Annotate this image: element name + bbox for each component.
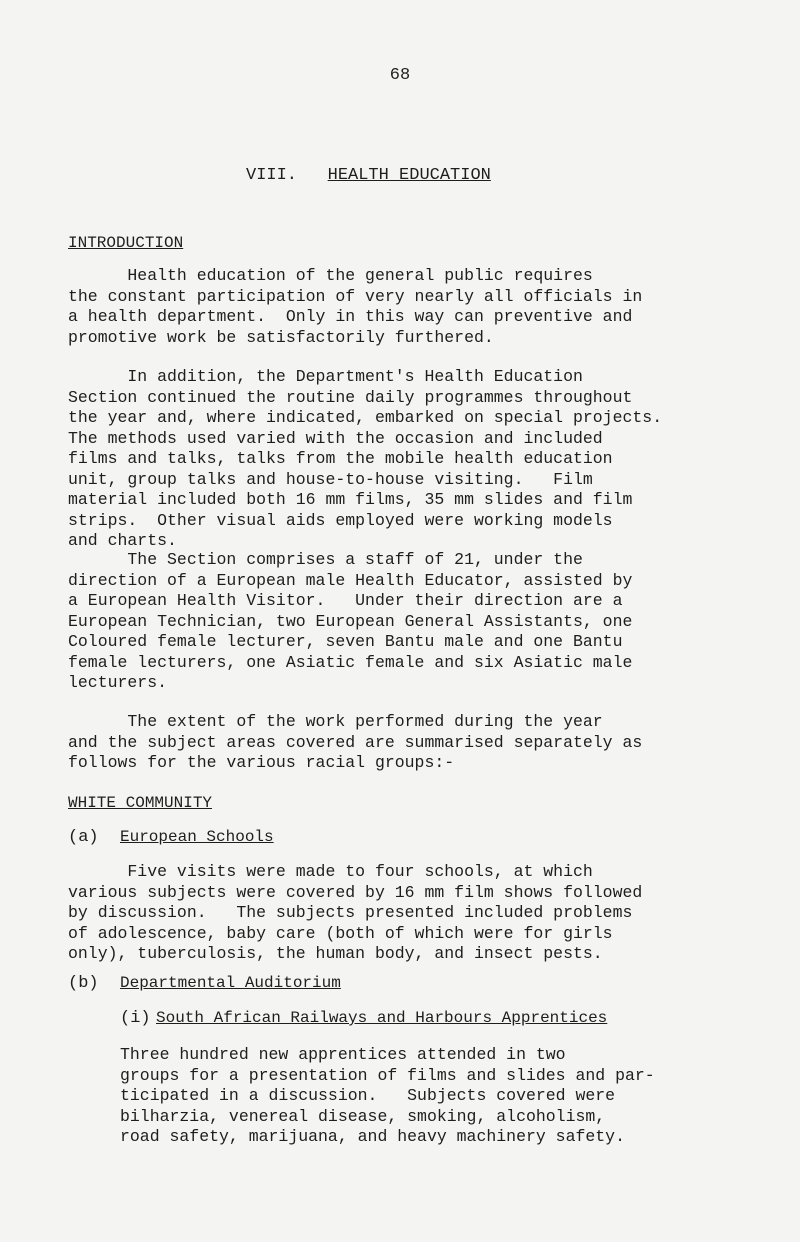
paragraph-2: In addition, the Department's Health Education Section continued the routine daily programmes throughout the year and, where indicated, embarked on special projects. The methods used varied with the occasion and included films and talks, talks from the mobile health education unit, group talks and house-to-house visiting. Film material included both 16 mm films, 35 mm slides and film strips. Other visual aids employed were working models and charts. <box>68 367 663 550</box>
section-b-i-title: South African Railways and Harbours Apprentices <box>156 1009 608 1027</box>
section-a-heading <box>68 828 274 847</box>
chapter-number: VIII. <box>246 166 298 185</box>
chapter-title <box>246 166 491 185</box>
section-b-i-heading <box>120 1009 607 1028</box>
paragraph-1: Health education of the general public requires the constant participation of very nearly all officials in a health department. Only in this way can preventive and promotive work be satisfactorily furthered. <box>68 266 643 347</box>
section-b-i-label: (i) <box>120 1009 151 1028</box>
section-b-label: (b) <box>68 974 99 993</box>
section-b-title: Departmental Auditorium <box>120 974 341 992</box>
section-b-i-text: Three hundred new apprentices attended in two groups for a presentation of films and slides and par- ticipated in a discussion. Subjects covered were bilharzia, venereal disease, smoking, alcoholism, road safety, marijuana, and heavy machinery safety. <box>120 1045 655 1146</box>
section-a-title: European Schools <box>120 828 274 846</box>
page-number: 68 <box>389 66 411 85</box>
paragraph-4: The extent of the work performed during the year and the subject areas covered are summarised separately as follows for the various racial groups:- <box>68 712 643 772</box>
section-b-heading <box>68 974 341 993</box>
white-community-heading: WHITE COMMUNITY <box>68 794 213 812</box>
section-a-label: (a) <box>68 828 99 847</box>
chapter-heading: HEALTH EDUCATION <box>327 166 491 185</box>
paragraph-3: The Section comprises a staff of 21, under the direction of a European male Health Educator, assisted by a European Health Visitor. Under their direction are a European Technician, two European General Assistants, one Coloured female lecturer, seven Bantu male and one Bantu female lecturers, one Asiatic female and six Asiatic male lecturers. <box>68 550 633 692</box>
introduction-heading: INTRODUCTION <box>68 234 184 252</box>
section-a-text: Five visits were made to four schools, at which various subjects were covered by 16 mm film shows followed by discussion. The subjects presented included problems of adolescence, baby care (both of which were for girls only), tuberculosis, the human body, and insect pests. <box>68 862 643 963</box>
